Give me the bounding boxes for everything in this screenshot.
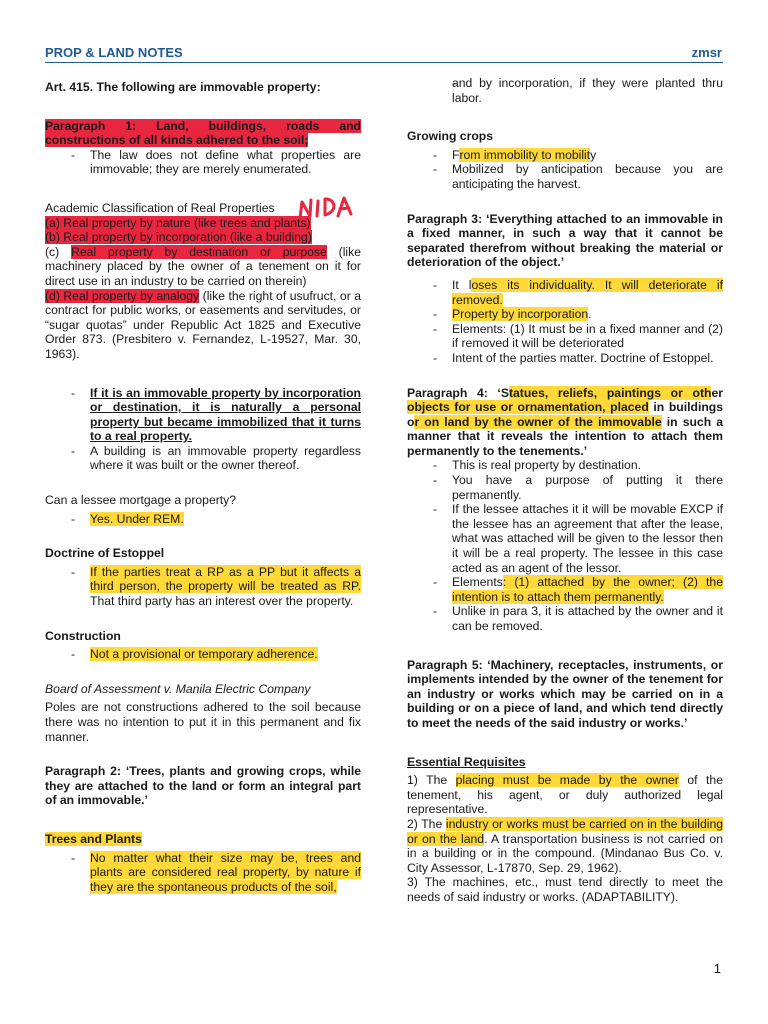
class-b-incorporation (45, 230, 361, 245)
list-item: - You have a purpose of putting it there permanently. (433, 473, 723, 502)
list-item (433, 307, 723, 322)
class-c-prefix: (c) (45, 244, 72, 259)
list-item: - A building is an immovable property regardless where it was built or the owner thereof. (71, 444, 361, 473)
p3-b2-highlight: Property by incorporation (452, 307, 589, 322)
growing-crops-heading: Growing crops (407, 129, 493, 144)
p3-b1-highlight: oses its individuality. It will deteriorate if removed. (452, 277, 723, 307)
trees-continuation: - and by incorporation, if they were planted thru labor. (452, 76, 723, 105)
list-item (71, 386, 361, 444)
req1-highlight: placing must be made by the owner (455, 773, 679, 788)
list-item (71, 647, 361, 662)
p4-pre: Paragraph 4: ‘S (407, 385, 509, 400)
class-d-highlight: (d) Real property by analogy (45, 288, 200, 303)
trees-plants-heading (45, 832, 361, 847)
list-item (71, 851, 361, 895)
construction-note: Not a provisional or temporary adherence. (90, 647, 318, 662)
paragraph-5-heading: Paragraph 5: ‘Machinery, receptacles, instruments, or implements intended by the owner of the tenement for an industry or works which may be carried on in a building or on a piece of land, and which tend directly to meet the needs of the said industry or works.’ (407, 657, 723, 730)
paragraph-1-heading (45, 119, 361, 148)
paragraph-4-heading (407, 386, 723, 459)
crops-b1-highlight: rom immobility to mobilit (459, 147, 591, 162)
list-item: - If the lessee attaches it it will be movable EXCP if the lessee has an agreement that after the lease, what was attached will be given to the lessor then it will be a real property. The lessee in this case acted as an agent of the lessor. (433, 502, 723, 575)
list-item: - This is real property by destination. (433, 458, 723, 473)
list-item (433, 148, 723, 163)
list-item (71, 512, 361, 527)
essential-requisites-heading: Essential Requisites (407, 754, 526, 769)
p4-b4-pre: Elements (452, 575, 503, 590)
class-d-analogy (45, 289, 361, 362)
document-header-author: zmsr (691, 45, 722, 60)
class-c-highlight: Real property by destination or purpose (71, 244, 327, 259)
p4-highlight-3: r on land by the owner of the immovable (414, 414, 662, 429)
estoppel-rest: That third party has an interest over the property. (90, 594, 354, 609)
list-item: - Elements: (1) It must be in a fixed manner and (2) if removed it will be deteriorated (433, 322, 723, 351)
list-item: - Unlike in para 3, it is attached by the owner and it can be removed. (433, 604, 723, 633)
p3-b2-post: . (588, 307, 592, 322)
construction-heading: Construction (45, 628, 121, 643)
class-c-rest: (like machinery placed by the owner of a tenement on it for direct use in an industry to be carried on therein) (45, 244, 361, 288)
document-header-title: PROP & LAND NOTES (45, 45, 183, 60)
class-d-rest: (like the right of usufruct, or a contract for public works, or easements and servitudes, or “sugar quotas” under Republic Act 1825 and Executive Order 873. (Presbitero v. Fernandez, L-19527, Mar. 30, 1963). (45, 288, 362, 361)
crops-b1-post: y (590, 147, 597, 162)
header-divider (45, 62, 723, 63)
requisite-3: 3) The machines, etc., must tend directly to meet the needs of said industry or works. (ADAPTABILITY). (407, 875, 723, 904)
estoppel-heading: Doctrine of Estoppel (45, 546, 165, 561)
p4-post: in such a manner that it reveals the intention to attach them permanently to the tenements.’ (407, 414, 724, 458)
class-a-text: (a) Real property by nature (like trees and plants) (45, 215, 311, 230)
class-b-text: (b) Real property by incorporation (like a building) (45, 230, 312, 245)
list-item (71, 565, 361, 609)
paragraph-1-heading-text: Paragraph 1: Land, buildings, roads and constructions of all kinds adhered to the soil; (45, 118, 361, 148)
req2-post: . A transportation business is not carried on in a building or in the compound. (Mindanao Bus Co. v. City Assessor, L-17870, Sep. 29, 1962). (407, 831, 723, 875)
class-a-nature (45, 216, 361, 231)
req2-pre: 2) The (407, 816, 446, 831)
case-title: Board of Assessment v. Manila Electric Company (45, 681, 311, 696)
p4-highlight-2: objects for use or ornamentation, placed (407, 400, 649, 415)
requisite-2 (407, 817, 723, 875)
article-415-heading: Art. 415. The following are immovable property: (45, 80, 321, 94)
lessee-question: Can a lessee mortgage a property? (45, 493, 237, 508)
p3-b1-pre: It l (452, 277, 472, 292)
paragraph-2-heading: Paragraph 2: ‘Trees, plants and growing crops, while they are attached to the land or form an integral part of an immovable.’ (45, 764, 361, 808)
req2-highlight: industry or works must be carried on in the building or on the land (407, 816, 723, 846)
trees-plants-note: No matter what their size may be, trees and plants are considered real property, by nature if they are the spontaneous products of the soil, (90, 850, 361, 894)
p4-mid-1: er (711, 385, 723, 400)
page-number: 1 (713, 961, 721, 976)
list-item (433, 278, 723, 307)
academic-classification-heading: Academic Classification of Real Properties (45, 200, 275, 215)
list-item: - The law does not define what properties are immovable; they are merely enumerated. (71, 148, 361, 177)
list-item: - Mobilized by anticipation because you are anticipating the harvest. (433, 162, 723, 191)
estoppel-highlight: If the parties treat a RP as a PP but it affects a third person, the property will be treated as RP. (90, 564, 361, 594)
right-column (407, 76, 723, 905)
immobilized-note: If it is an immovable property by incorporation or destination, it is naturally a personal property but became immobilized that it turns to a real property. (90, 385, 361, 444)
req1-post: of the tenement, his agent, or duly authorized legal representative. (407, 773, 723, 817)
p4-mid-2: in buildings o (407, 400, 724, 429)
class-c-destination (45, 245, 361, 289)
p4-b4-highlight: : (1) attached by the owner; (2) the intention is to attach them permanently. (452, 575, 723, 604)
p4-highlight-1: tatues, reliefs, paintings or oth (508, 385, 712, 400)
requisite-1 (407, 773, 723, 817)
paragraph-3-heading: Paragraph 3: ‘Everything attached to an immovable in a fixed manner, in such a way that it cannot be separated therefrom without breaking the material or deterioration of the object.’ (407, 211, 723, 270)
lessee-answer: Yes. Under REM. (90, 511, 184, 526)
trees-plants-heading-text: Trees and Plants (45, 831, 142, 846)
crops-b1-pre: F (452, 147, 460, 162)
req1-pre: 1) The (407, 773, 456, 788)
left-column (45, 80, 361, 894)
list-item: - Intent of the parties matter. Doctrine of Estoppel. (433, 351, 723, 366)
list-item (433, 575, 723, 604)
case-text: Poles are not constructions adhered to the soil because there was no intention to put it in this permanent and fix manner. (45, 700, 361, 744)
